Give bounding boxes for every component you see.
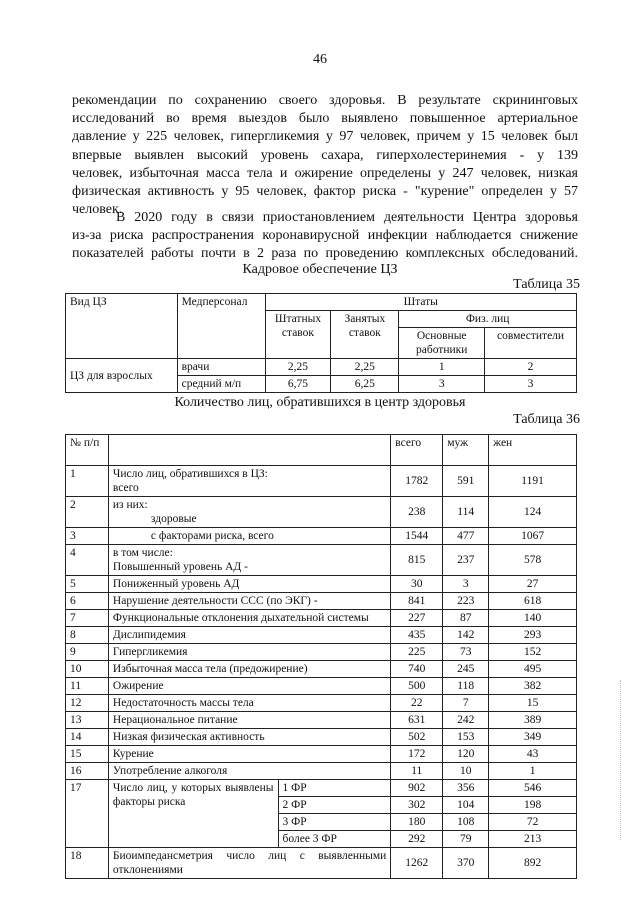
row-female: 15	[489, 695, 577, 712]
row-female: 546	[489, 780, 577, 797]
row-total: 502	[391, 729, 443, 746]
row-total: 902	[391, 780, 443, 797]
table35-label: Таблица 35	[513, 277, 580, 292]
row-male: 87	[443, 610, 489, 627]
row-male: 591	[443, 466, 489, 497]
table-row	[66, 780, 577, 797]
row-no: 4	[66, 545, 109, 576]
row-name-line2: здоровые	[150, 513, 197, 525]
row-male: 73	[443, 644, 489, 661]
row-female: 1191	[489, 466, 577, 497]
row-male: 120	[443, 746, 489, 763]
row-no: 14	[66, 729, 109, 746]
table-row	[66, 763, 577, 780]
row-no: 15	[66, 746, 109, 763]
row-male: 3	[443, 576, 489, 593]
row-no: 5	[66, 576, 109, 593]
row-total: 227	[391, 610, 443, 627]
zan-cell: 2,25	[331, 359, 399, 376]
row-male: 245	[443, 661, 489, 678]
row-female: 43	[489, 746, 577, 763]
row-total: 30	[391, 576, 443, 593]
row-no: 16	[66, 763, 109, 780]
row-name-line2: всего	[112, 482, 139, 494]
table36-caption: Количество лиц, обратившихся в центр здоровья	[174, 395, 466, 410]
table-row	[66, 497, 577, 528]
osn-cell: 1	[399, 359, 485, 376]
header-female: жен	[489, 435, 577, 466]
row-female: 349	[489, 729, 577, 746]
row-female: 618	[489, 593, 577, 610]
table-row	[66, 848, 577, 879]
row-female: 198	[489, 797, 577, 814]
paragraph-line: человек.	[72, 202, 123, 218]
row-male: 10	[443, 763, 489, 780]
row-female: 578	[489, 545, 577, 576]
sovm-cell: 3	[485, 376, 577, 393]
row-name: Нерациональное питание	[108, 712, 390, 729]
header-fiz: Физ. лиц	[399, 311, 577, 328]
staff-cell: врачи	[177, 359, 265, 376]
row-male: 356	[443, 780, 489, 797]
row-female: 389	[489, 712, 577, 729]
row-female: 892	[489, 848, 577, 879]
row-name: Недостаточность массы тела	[108, 695, 390, 712]
row-male: 118	[443, 678, 489, 695]
row-female: 213	[489, 831, 577, 848]
row-no: 17	[66, 780, 109, 848]
table-row	[66, 610, 577, 627]
row-name: Курение	[108, 746, 390, 763]
header-shtatnyh: Штатных ставок	[265, 311, 331, 359]
row-male: 242	[443, 712, 489, 729]
table-row	[66, 746, 577, 763]
paragraph-2	[72, 209, 578, 264]
row-female: 27	[489, 576, 577, 593]
row-name: Функциональные отклонения дыхательной системы	[108, 610, 390, 627]
header-osnovnye: Основные работники	[399, 328, 485, 359]
table-row	[66, 712, 577, 729]
table-row	[66, 576, 577, 593]
row-total: 435	[391, 627, 443, 644]
table-row	[66, 678, 577, 695]
row-total: 631	[391, 712, 443, 729]
row-name	[108, 497, 390, 528]
row-total: 172	[391, 746, 443, 763]
paragraph-1	[72, 92, 578, 219]
paragraph-line: впервые выявлен высокий уровень сахара, гиперхолестеринемия - у 139	[72, 147, 578, 163]
row-male: 237	[443, 545, 489, 576]
row-female: 293	[489, 627, 577, 644]
table-row	[66, 359, 577, 376]
row-name: Избыточная масса тела (предожирение)	[108, 661, 390, 678]
header-total: всего	[391, 435, 443, 466]
row-sub-label: 1 ФР	[278, 780, 391, 797]
table-header-row	[66, 435, 577, 466]
row-name-line2: Повышенный уровень АД -	[112, 561, 248, 573]
row-total: 500	[391, 678, 443, 695]
row-no: 13	[66, 712, 109, 729]
row-male: 7	[443, 695, 489, 712]
row-total: 238	[391, 497, 443, 528]
row-female: 124	[489, 497, 577, 528]
table-row	[66, 695, 577, 712]
paragraph-line: физическая активность у 95 человек, фактор риска - "курение" определен у 57	[72, 183, 578, 199]
row-total: 1262	[391, 848, 443, 879]
table-row	[66, 466, 577, 497]
row-name: Нарушение деятельности ССС (по ЭКГ) -	[108, 593, 390, 610]
table35-caption: Кадровое обеспечение ЦЗ	[242, 262, 398, 277]
page-number: 46	[313, 52, 327, 67]
row-no: 2	[66, 497, 109, 528]
row-total: 1544	[391, 528, 443, 545]
row-male: 223	[443, 593, 489, 610]
row-male: 370	[443, 848, 489, 879]
sovm-cell: 2	[485, 359, 577, 376]
row-total: 22	[391, 695, 443, 712]
table-row	[66, 528, 577, 545]
row-total: 841	[391, 593, 443, 610]
row-total: 740	[391, 661, 443, 678]
row-female: 72	[489, 814, 577, 831]
table-row	[66, 627, 577, 644]
table-row	[66, 545, 577, 576]
paragraph-line: человек, избыточная масса тела и ожирение определены у 247 человек, низкая	[72, 165, 578, 181]
row-name-line1: Число лиц, обратившихся в ЦЗ:	[112, 468, 268, 480]
row-male: 114	[443, 497, 489, 528]
row-name-line1: с факторами риска, всего	[150, 530, 274, 542]
row-total: 225	[391, 644, 443, 661]
table-row	[66, 729, 577, 746]
row-total: 815	[391, 545, 443, 576]
paragraph-line: из-за риска распространения коронавирусной инфекции наблюдается снижение	[72, 228, 578, 244]
header-sovm: совместители	[485, 328, 577, 359]
header-shtaty: Штаты	[265, 294, 577, 311]
row-male: 142	[443, 627, 489, 644]
row-female: 1067	[489, 528, 577, 545]
header-no: № п/п	[66, 435, 109, 466]
row-female: 382	[489, 678, 577, 695]
row-name: Низкая физическая активность	[108, 729, 390, 746]
paragraph-line: исследований во время выездов было выявлено повышенное артериальное	[72, 111, 578, 127]
header-name	[108, 435, 390, 466]
row-female: 1	[489, 763, 577, 780]
row-total: 180	[391, 814, 443, 831]
row-total: 302	[391, 797, 443, 814]
row-name-line1: в том числе:	[112, 547, 173, 559]
header-zanyatyh: Занятых ставок	[331, 311, 399, 359]
row-female: 140	[489, 610, 577, 627]
row-name	[108, 528, 390, 545]
header-cz-type: Вид ЦЗ	[66, 294, 178, 359]
paragraph-line: рекомендации по сохранению своего здоровья. В результате скрининговых	[72, 93, 578, 108]
row-no: 1	[66, 466, 109, 497]
zan-cell: 6,25	[331, 376, 399, 393]
row-name: Число лиц, у которых выявлены факторы риска	[108, 780, 278, 848]
scan-artifact	[620, 680, 627, 840]
table36-label: Таблица 36	[513, 412, 580, 427]
row-total: 1782	[391, 466, 443, 497]
row-no: 10	[66, 661, 109, 678]
staff-cell: средний м/п	[177, 376, 265, 393]
row-name: Употребление алкоголя	[108, 763, 390, 780]
row-female: 152	[489, 644, 577, 661]
visits-table	[65, 434, 577, 879]
row-sub-label: 2 ФР	[278, 797, 391, 814]
row-no: 7	[66, 610, 109, 627]
row-no: 12	[66, 695, 109, 712]
header-male: муж	[443, 435, 489, 466]
row-no: 8	[66, 627, 109, 644]
row-name: Дислипидемия	[108, 627, 390, 644]
row-name: Биоимпедансметрия число лиц с выявленными отклонениями	[108, 848, 390, 879]
row-sub-label: 3 ФР	[278, 814, 391, 831]
row-female: 495	[489, 661, 577, 678]
row-total: 11	[391, 763, 443, 780]
header-medstaff: Медперсонал	[177, 294, 265, 359]
paragraph-line: давление у 225 человек, гипергликемия у 97 человек, причем у 15 человек был	[72, 129, 578, 145]
row-name: Пониженный уровень АД	[108, 576, 390, 593]
row-sub-label: более 3 ФР	[278, 831, 391, 848]
row-male: 79	[443, 831, 489, 848]
cz-type-cell: ЦЗ для взрослых	[66, 359, 178, 393]
row-no: 3	[66, 528, 109, 545]
row-name	[108, 545, 390, 576]
row-name: Гипергликемия	[108, 644, 390, 661]
row-no: 9	[66, 644, 109, 661]
row-male: 108	[443, 814, 489, 831]
row-name-line1: из них:	[112, 499, 148, 511]
row-male: 153	[443, 729, 489, 746]
table-row	[66, 593, 577, 610]
row-no: 11	[66, 678, 109, 695]
row-total: 292	[391, 831, 443, 848]
row-name: Ожирение	[108, 678, 390, 695]
table-row	[66, 661, 577, 678]
row-no: 18	[66, 848, 109, 879]
shtat-cell: 6,75	[265, 376, 331, 393]
row-male: 477	[443, 528, 489, 545]
shtat-cell: 2,25	[265, 359, 331, 376]
paragraph-line: В 2020 году в связи приостановлением деятельности Центра здоровья	[116, 210, 578, 225]
row-male: 104	[443, 797, 489, 814]
row-no: 6	[66, 593, 109, 610]
osn-cell: 3	[399, 376, 485, 393]
staffing-table	[65, 293, 577, 393]
paragraph-line: показателей работы почти в 2 раза по проведению комплексных обследований.	[72, 246, 578, 262]
table-row	[66, 644, 577, 661]
row-name	[108, 466, 390, 497]
